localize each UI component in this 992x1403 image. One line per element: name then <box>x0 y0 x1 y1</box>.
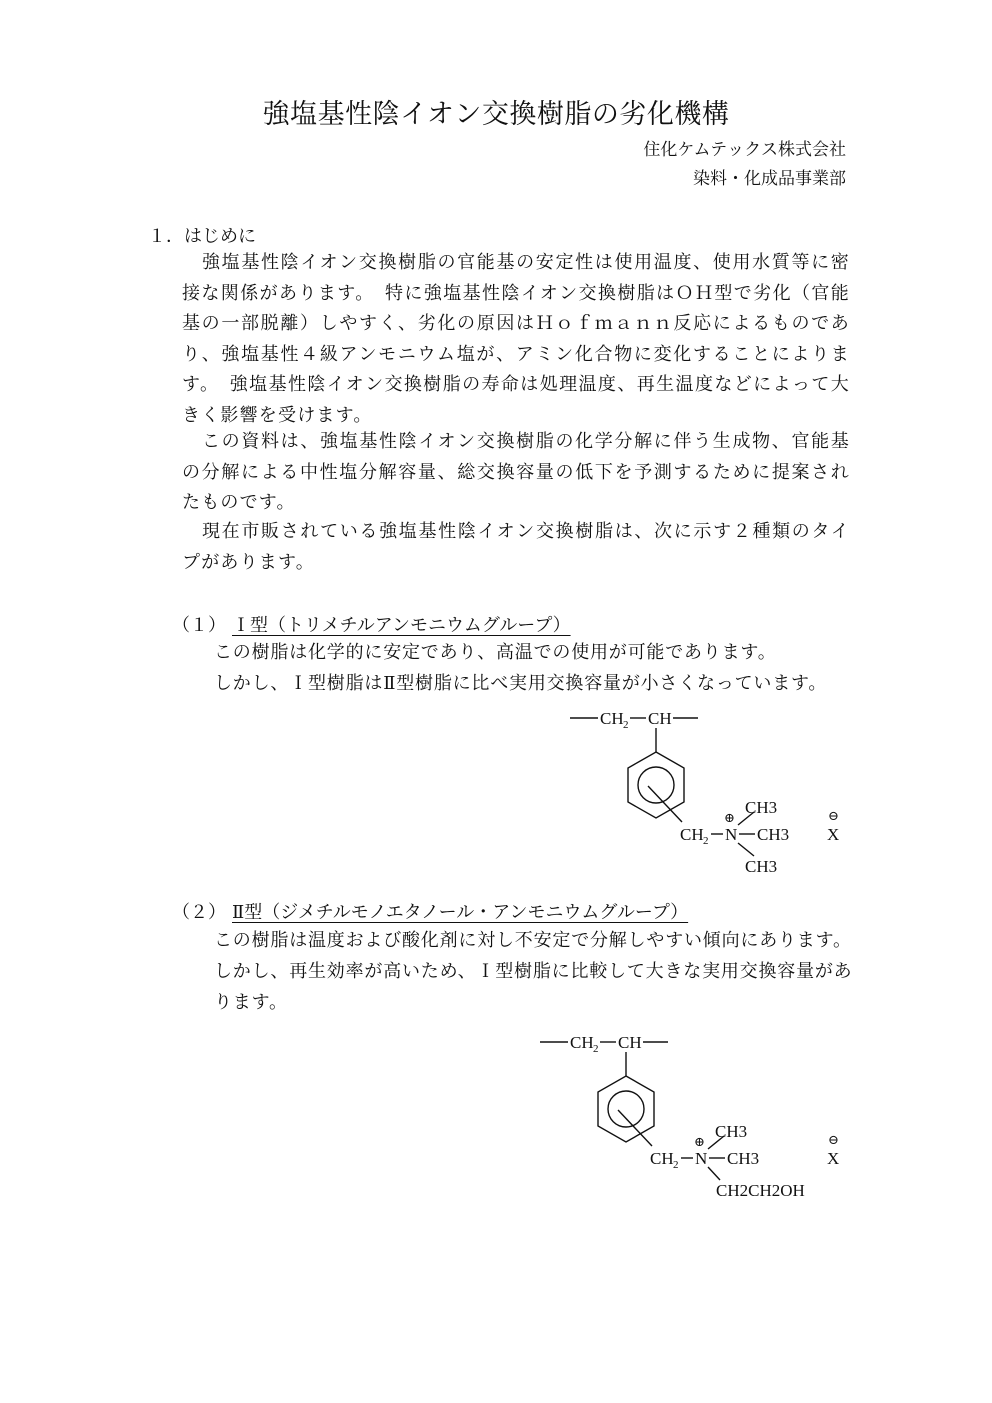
anion-label: X <box>827 825 840 844</box>
type1-line-1: この樹脂は化学的に安定であり、高温での使用が可能であります。 <box>214 642 777 663</box>
n-r3-bond <box>708 1167 720 1180</box>
n-plus-charge: ⊕ <box>724 810 735 825</box>
department-name: 染料・化成品事業部 <box>693 169 846 189</box>
intro-paragraph-2: この資料は、強塩基性陰イオン交換樹脂の化学分解に伴う生成物、官能基の分解による中性塩分解容量、総交換容量の低下を予測するために提案されたものです。 <box>182 431 850 513</box>
section-heading: １．はじめに <box>148 226 256 247</box>
type2-heading <box>172 898 688 924</box>
methylene-label: CH <box>650 1149 674 1168</box>
intro-paragraph-3: 現在市販されている強塩基性陰イオン交換樹脂は、次に示す２種類のタイプがあります。 <box>182 521 850 573</box>
type1-number: （１） <box>172 615 226 636</box>
document-title: 強塩基性陰イオン交換樹脂の劣化機構 <box>262 99 730 130</box>
nitrogen-label: N <box>695 1149 708 1168</box>
type1-heading-text: Ｉ型（トリメチルアンモニウムグループ） <box>232 615 571 636</box>
n-r3-bond <box>738 843 754 856</box>
methylene-subscript: 2 <box>703 835 709 847</box>
methylene-label: CH <box>680 825 704 844</box>
r2-label: CH3 <box>727 1149 760 1168</box>
anion-minus-charge: ⊖ <box>828 808 839 823</box>
type1-description <box>214 637 854 699</box>
r2-label: CH3 <box>757 825 790 844</box>
type1-heading <box>172 611 571 637</box>
chain-ch-label: CH <box>648 709 672 728</box>
company-name: 住化ケムテックス株式会社 <box>643 140 846 160</box>
nitrogen-label: N <box>725 825 738 844</box>
r1-label: CH3 <box>715 1122 748 1141</box>
type2-line-1: この樹脂は温度および酸化剤に対し不安定で分解しやすい傾向にあります。しかし、再生効率が高いため、Ｉ型樹脂に比較して大きな実用交換容量があります。 <box>214 930 853 1013</box>
benzene-aromatic-circle <box>638 767 674 803</box>
intro-paragraph-1: 強塩基性陰イオン交換樹脂の官能基の安定性は使用温度、使用水質等に密接な関係があります。 特に強塩基性陰イオン交換樹脂はＯＨ型で劣化（官能基の一部脱離）しやすく、劣化の原因はＨｏｆｍａｎｎ反応によるものであり、強塩基性４級アンモニウム塩が、アミン化合物に変化することによります。 強塩基性陰イオン交換樹脂の寿命は処理温度、再生温度などによって大きく影響を受けます。 <box>182 252 850 426</box>
chain-ch2-subscript: 2 <box>623 719 629 731</box>
type2-description <box>214 925 854 1018</box>
methylene-subscript: 2 <box>673 1159 679 1171</box>
n-plus-charge: ⊕ <box>694 1134 705 1149</box>
benzene-ring <box>598 1076 654 1142</box>
r3-label: CH2CH2OH <box>716 1181 805 1200</box>
type1-structure <box>560 700 860 880</box>
chain-ch2-subscript: 2 <box>593 1043 599 1055</box>
r1-label: CH3 <box>745 798 778 817</box>
anion-label: X <box>827 1149 840 1168</box>
type2-structure <box>530 1024 840 1204</box>
type2-number: （２） <box>172 902 226 923</box>
chain-ch2-label: CH <box>570 1033 594 1052</box>
r3-label: CH3 <box>745 857 778 876</box>
chain-ch2-label: CH <box>600 709 624 728</box>
type2-heading-text: Ⅱ型（ジメチルモノエタノール・アンモニウムグループ） <box>232 902 689 923</box>
type1-line-2: しかし、Ｉ型樹脂はⅡ型樹脂に比べ実用交換容量が小さくなっています。 <box>214 673 828 694</box>
anion-minus-charge: ⊖ <box>828 1132 839 1147</box>
benzene-ring <box>628 752 684 818</box>
benzene-aromatic-circle <box>608 1091 644 1127</box>
chain-ch-label: CH <box>618 1033 642 1052</box>
